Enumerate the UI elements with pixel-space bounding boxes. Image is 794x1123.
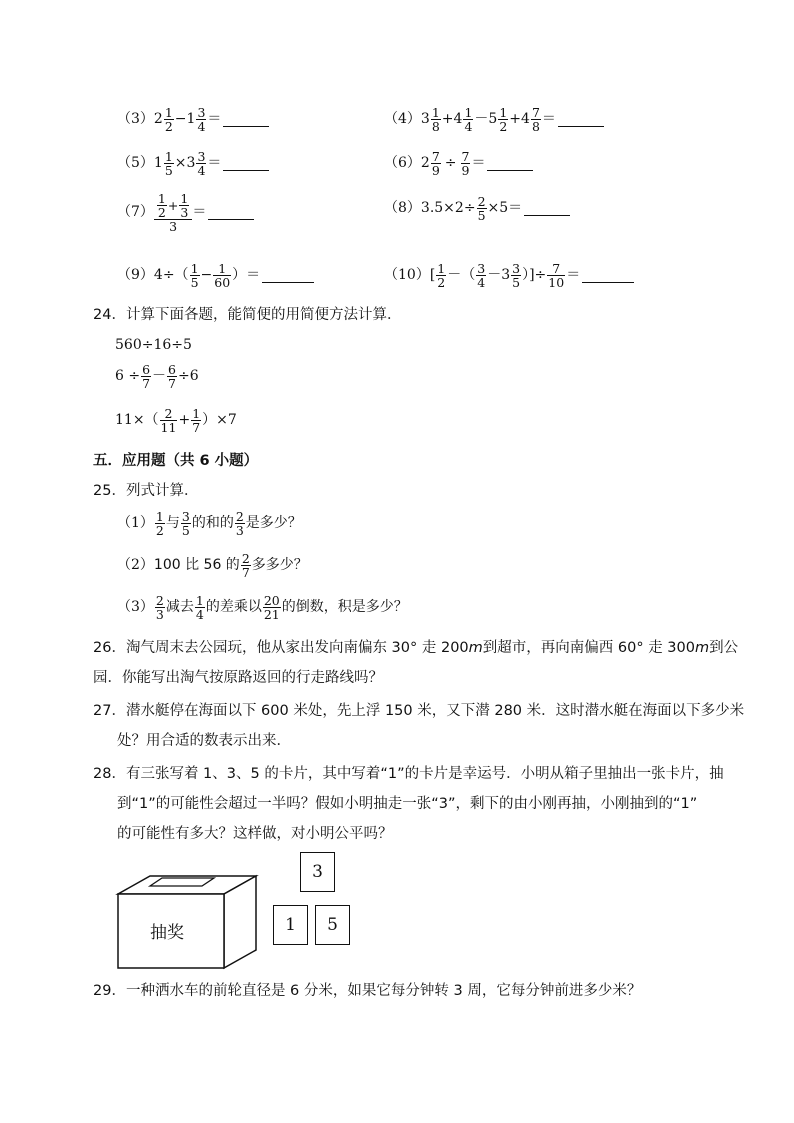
q25-part-1: （1） $\frac{1}{2}$ 与 $\frac{3}{5}$ 的和的 $\frac{2}{3}$ 是多少？	[117, 509, 302, 539]
fraction: $\frac{3}{4}$	[197, 149, 206, 179]
fraction: $\frac{1}{2}$	[437, 261, 446, 291]
fraction: $\frac{7}{10}$	[548, 261, 565, 291]
problem-4: （4） 3 $\frac{1}{8}$ + 4 $\frac{1}{4}$ － 5 $\frac{1}{2}$ + 4 $\frac{7}{8}$ ＝	[384, 106, 604, 133]
problem-3: （3） 2 $\frac{1}{2}$ − 1 $\frac{3}{4}$ ＝	[117, 106, 269, 133]
fraction: $\frac{2}{3}$	[235, 509, 244, 539]
fraction: $\frac{2}{11}$	[160, 406, 177, 436]
question-28-line-2: 到“1”的可能性会超过一半吗？假如小明抽走一张“3”，剩下的由小刚再抽，小刚抽到的“1”	[117, 796, 698, 812]
lottery-box-figure	[110, 862, 270, 972]
fraction: $\frac{7}{8}$	[531, 105, 540, 135]
problem-9: （9） 4÷（ $\frac{1}{5}$ − $\frac{1}{60}$ ）＝	[117, 262, 314, 289]
problem-label: （5）	[117, 155, 154, 172]
fraction: $\frac{3}{5}$	[512, 261, 521, 291]
question-28-line-1: 28．有三张写着 1、3、5 的卡片，其中写着“1”的卡片是幸运号．小明从箱子里抽出一张卡片，抽	[93, 766, 724, 782]
problem-8: （8） 3.5×2÷ $\frac{2}{5}$ ×5＝	[384, 195, 570, 222]
question-26-line-2: 园．你能写出淘气按原路返回的行走路线吗？	[93, 670, 383, 686]
problem-label: （8）	[384, 200, 421, 217]
section-5-title: 五．应用题（共 6 小题）	[93, 453, 259, 469]
fraction: $\frac{1}{2}$	[164, 105, 173, 135]
question-27-line-1: 27．潜水艇停在海面以下 600 米处，先上浮 150 米，又下潜 280 米．这时潜水艇在海面以下多少米	[93, 703, 745, 719]
fraction: $\frac{7}{9}$	[431, 149, 440, 179]
q24-line-3: 11×（ $\frac{2}{11}$ + $\frac{1}{7}$ ）×7	[115, 406, 237, 436]
fraction: $\frac{7}{9}$	[461, 149, 470, 179]
fraction: $\frac{1}{5}$	[190, 261, 199, 291]
problem-label: （9）	[117, 267, 154, 284]
fraction: $\frac{1}{2}$	[499, 105, 508, 135]
question-25-title: 25．列式计算．	[93, 483, 199, 499]
fraction: $\frac{1}{60}$	[214, 261, 231, 291]
answer-blank[interactable]	[582, 268, 634, 283]
answer-blank[interactable]	[223, 112, 269, 127]
fraction: $\frac{1}{5}$	[164, 149, 173, 179]
card-3: 3	[300, 852, 335, 892]
fraction: $\frac{3}{4}$	[477, 261, 486, 291]
fraction: $\frac{3}{5}$	[181, 509, 190, 539]
fraction: $\frac{2}{3}$	[155, 593, 164, 623]
problem-7: （7） $\frac{1}{2}$ + $\frac{1}{3}$ 3 ＝	[117, 192, 254, 233]
answer-blank[interactable]	[223, 156, 269, 171]
card-1: 1	[273, 905, 308, 945]
problem-label: （4）	[384, 111, 421, 128]
question-27-line-2: 处？用合适的数表示出来．	[117, 733, 291, 749]
lottery-box-label: 抽奖	[150, 923, 184, 943]
question-26-line-1: 26．淘气周末去公园玩，他从家出发向南偏东 30° 走 200 m 到超市，再向南偏西 60° 走 300 m 到公	[93, 640, 739, 656]
fraction: $\frac{2}{5}$	[477, 194, 486, 224]
problem-10: （10） [ $\frac{1}{2}$ －（ $\frac{3}{4}$ －3 $\frac{3}{5}$ ）]÷ $\frac{7}{10}$ ＝	[384, 262, 634, 289]
answer-blank[interactable]	[487, 156, 533, 171]
q24-line-1: 560÷16÷5	[115, 337, 192, 353]
card-5: 5	[315, 905, 350, 945]
answer-blank[interactable]	[208, 205, 254, 220]
problem-label: （7）	[117, 204, 154, 221]
question-29-line-1: 29．一种洒水车的前轮直径是 6 分米，如果它每分钟转 3 周，它每分钟前进多少米？	[93, 983, 642, 999]
answer-blank[interactable]	[262, 268, 314, 283]
question-28-line-3: 的可能性有多大？这样做，对小明公平吗？	[117, 826, 393, 842]
answer-blank[interactable]	[558, 112, 604, 127]
q25-part-3: （3） $\frac{2}{3}$ 减去 $\frac{1}{4}$ 的差乘以 $\frac{20}{21}$ 的倒数，积是多少？	[117, 593, 408, 623]
q25-part-2: （2） 100 比 56 的 $\frac{2}{7}$ 多多少？	[117, 551, 308, 581]
problem-label: （6）	[384, 155, 421, 172]
fraction: $\frac{2}{7}$	[241, 551, 250, 581]
problem-label: （3）	[117, 111, 154, 128]
fraction: $\frac{1}{7}$	[192, 406, 201, 436]
problem-label: （10）	[384, 267, 430, 284]
fraction: $\frac{6}{7}$	[142, 362, 151, 392]
fraction: $\frac{1}{2}$	[155, 509, 164, 539]
problem-6: （6） 2 $\frac{7}{9}$ ÷ $\frac{7}{9}$ ＝	[384, 150, 533, 177]
question-24-title: 24．计算下面各题，能简便的用简便方法计算．	[93, 307, 402, 323]
fraction: $\frac{1}{8}$	[431, 105, 440, 135]
fraction: $\frac{3}{4}$	[197, 105, 206, 135]
fraction: $\frac{1}{4}$	[464, 105, 473, 135]
fraction: $\frac{1}{4}$	[195, 593, 204, 623]
q24-line-2: 6 ÷ $\frac{6}{7}$ － $\frac{6}{7}$ ÷6	[115, 362, 199, 392]
fraction: $\frac{6}{7}$	[168, 362, 176, 392]
answer-blank[interactable]	[524, 201, 570, 216]
fraction: $\frac{20}{21}$	[263, 593, 280, 623]
complex-fraction: $\frac{1}{2}$ + $\frac{1}{3}$ 3	[155, 192, 191, 233]
problem-5: （5） 1 $\frac{1}{5}$ × 3 $\frac{3}{4}$ ＝	[117, 150, 269, 177]
